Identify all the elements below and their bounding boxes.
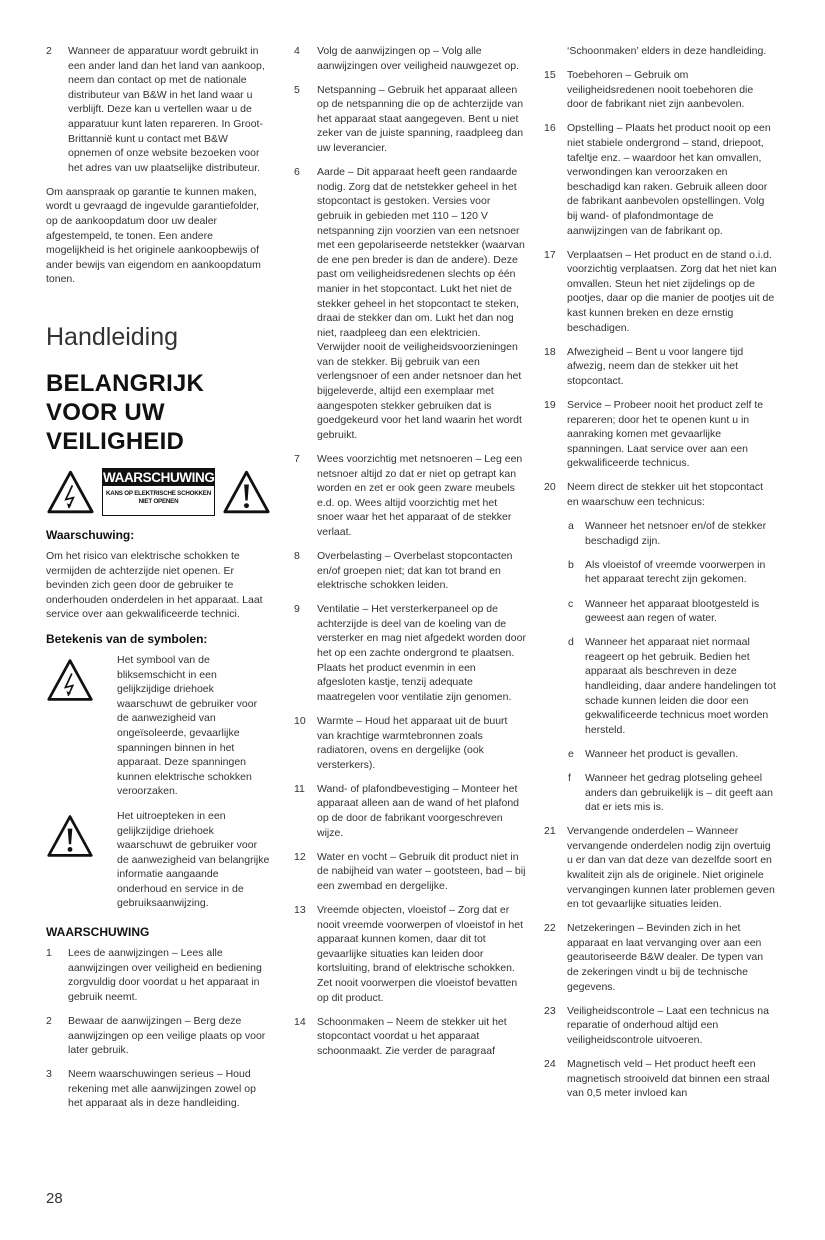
sub-item-letter: d: [568, 636, 574, 649]
item-number: 5: [294, 83, 300, 96]
list-item: [294, 83, 526, 156]
warning-label-line1: KANS OP ELEKTRISCHE SCHOKKEN: [106, 490, 211, 497]
sub-item-letter: f: [568, 771, 571, 784]
item-number: 2: [46, 1014, 52, 1027]
item-text: Verplaatsen – Het product en de stand o.i.d. voorzichtig verplaatsen. Zorg dat het niet kan omvallen. Steun het niet zijdelings op de pootjes, daar op die manier de pootjes uit de kast kunnen breken en deze ernstig beschadigen.: [567, 248, 777, 334]
lightning-triangle-icon: [46, 657, 94, 703]
item-text: Lees de aanwijzingen – Lees alle aanwijzingen over veiligheid en bediening zorgvuldig door voordat u het apparaat in gebruik neemt.: [68, 947, 262, 1003]
item-number: 24: [544, 1058, 556, 1071]
sub-item-text: Wanneer het gedrag plotseling geheel anders dan gebruikelijk is – dit geeft aan dat er iets mis is.: [585, 771, 773, 814]
sub-item-text: Wanneer het netsnoer en/of de stekker beschadigd zijn.: [585, 520, 767, 547]
sub-item-letter: a: [568, 520, 574, 533]
item-number: 11: [294, 782, 305, 795]
item-text: Schoonmaken – Neem de stekker uit het stopcontact voordat u het apparaat schoonmaakt. Zie verder de paragraaf: [317, 1015, 507, 1057]
list-item: [544, 68, 777, 112]
item-number: 8: [294, 550, 300, 562]
exclamation-triangle-icon: [46, 813, 94, 859]
list-item: [544, 121, 777, 238]
item-text: Netspanning – Gebruik het apparaat alleen op de netspanning die op de achterzijde van het apparaat staat aangegeven. Bent u niet zeker van de juiste spanning, raadpleeg dan uw leverancier.: [317, 83, 524, 155]
list-item: [294, 452, 526, 540]
list-item: [544, 398, 777, 471]
list-item: [544, 248, 777, 336]
list-item: [294, 602, 526, 704]
list-item: [294, 714, 526, 772]
item-number: 4: [294, 45, 300, 57]
list-item: [294, 903, 526, 1005]
sub-item-text: Wanneer het apparaat blootgesteld is geweest aan regen of water.: [585, 597, 760, 625]
item-number: 14: [294, 1015, 306, 1028]
item-text: Vreemde objecten, vloeistof – Zorg dat er nooit vreemde voorwerpen of vloeistof in het apparaat kunnen komen, daar dit tot gevaarlijke situaties kan leiden door kortsluiting, brand of elektrische schokken. Zet nooit voorwerpen die vloeistof bevatten op dit product.: [317, 903, 524, 1004]
waarschuwing-heading: WAARSCHUWING: [46, 925, 150, 940]
item-text: Netzekeringen – Bevinden zich in het apparaat en laat vervanging over aan een geautoriseerde B&W dealer. De typen van de zekeringen vindt u bij de technische gegevens.: [567, 922, 764, 993]
item-number: 18: [544, 345, 556, 358]
warning-label-line2: NIET OPENEN: [138, 498, 179, 505]
item-text: Aarde – Dit apparaat heeft geen randaarde nodig. Zorg dat de netstekker geheel in het stopcontact is gestoken. Versies voor gebruik in gebieden met 110 – 120 V netspanning zijn voorzien van een netsnoer met een gepolariseerde netstekker (waarvan de ene pen breder is dan de andere). Deze past om veiligheidsredenen slechts op één manier in het stopcontact. Lukt het niet de stekker geheel in het stopcontact te steken, draai de stekker dan om. Lukt het dan nog niet, raadpleeg dan een elektricien. Verwijder nooit de veiligheidsvoorzieningen van de stekker. Bij gebruik van een verlengsnoer of een ander netsnoer dan het bijgeleverde, altijd een exemplaar met aangespoten stekker gebruiken dat is goedgekeurd voor het land waarin het wordt gebruikt.: [317, 166, 525, 441]
item-text: Magnetisch veld – Het product heeft een magnetisch strooiveld dat binnen een straal van 0,5 meter invloed kan: [567, 1058, 770, 1100]
item-number: 20: [544, 481, 556, 494]
item-text: Water en vocht – Gebruik dit product niet in de nabijheid van water – gootsteen, bad – bij een zwembad en dergelijke.: [317, 850, 526, 892]
item-text: ‘Schoonmaken’ elders in deze handleiding.: [567, 45, 767, 57]
symbol-lightning: [46, 653, 271, 799]
list-item: [544, 824, 777, 912]
item-text: Opstelling – Plaats het product nooit op een niet stabiele ondergrond – stand, driepoot, tafeltje enz. – waardoor het kan omvallen, verwondingen kan veroorzaken en beschadigd kan raken. Gebruik alleen door de fabrikant aanbevolen opstellingen. Volg bij wand- of plafondmontage de aanwijzingen van de fabrikant op.: [567, 122, 771, 237]
item-text: Overbelasting – Overbelast stopcontacten en/of groepen niet; dat kan tot brand en elektrische schokken leiden.: [317, 550, 513, 592]
list-item: [294, 549, 526, 593]
list-item: [544, 1004, 777, 1048]
list-item: [544, 480, 777, 509]
list-item-continuation: [544, 44, 777, 59]
item-text: Warmte – Houd het apparaat uit de buurt van krachtige warmtebronnen zoals radiatoren, ovens en dergelijke (ook versterkers).: [317, 714, 508, 771]
item-text: Veiligheidscontrole – Laat een technicus na reparatie of onderhoud altijd een veiligheidscontrole uitvoeren.: [567, 1004, 769, 1046]
lightning-warning-icon: [46, 468, 95, 516]
warning-heading: Waarschuwing:: [46, 528, 135, 542]
item-text: Bewaar de aanwijzingen – Berg deze aanwijzingen op een veilige plaats op voor later gebruik.: [68, 1014, 266, 1057]
sub-item-text: Wanneer het product is gevallen.: [585, 747, 739, 760]
item-number: 10: [294, 714, 306, 727]
item-text: Wand- of plafondbevestiging – Monteer het apparaat alleen aan de wand of het plafond op de door de fabrikant voorgeschreven wijze.: [317, 782, 519, 839]
item-number: 17: [544, 248, 556, 261]
item-number: 23: [544, 1004, 556, 1017]
item-text: Wees voorzichtig met netsnoeren – Leg een netsnoer altijd zo dat er niet op getrapt kan worden en zet er ook geen zware meubels e.d. op. Wees altijd voorzichtig met het snoer waar het het apparaat of de stekker verlaat.: [317, 452, 523, 538]
list-item: [46, 1067, 271, 1111]
item-text: Neem waarschuwingen serieus – Houd rekening met alle aanwijzingen zowel op het apparaat als in deze handleiding.: [68, 1068, 256, 1110]
item-text: Volg de aanwijzingen op – Volg alle aanwijzingen over veiligheid nauwgezet op.: [317, 45, 519, 72]
item-number: 19: [544, 398, 556, 411]
item-number: 15: [544, 69, 556, 82]
list-item: [544, 1057, 777, 1101]
item-number: 1: [46, 947, 52, 960]
warning-label-subtext: [103, 486, 214, 515]
item-text: Ventilatie – Het versterkerpaneel op de achterzijde is deel van de koeling van de versterker en mag niet afgedekt worden door het op een zachte ondergrond te plaatsen. Plaats het product evenmin in een afgesloten kastje, tenzij adequate maatregelen voor ventilatie zijn genomen.: [317, 603, 526, 703]
column-1: [46, 44, 271, 1121]
item-number: 21: [544, 825, 556, 838]
item-text: Service – Probeer nooit het product zelf te repareren; door het te openen kunt u in aanraking komen met gevaarlijke spanningen. Laat service over aan een gekwalificeerde technicus.: [567, 398, 764, 470]
item-text: Vervangende onderdelen – Wanneer vervangende onderdelen nodig zijn overtuig u er dan van dat deze van dezelfde soort en kwaliteit zijn als de originele. Niet originele vervangingen kunnen later problemen geven en tot gevaarlijke situaties leiden.: [567, 825, 775, 911]
page-number: 28: [46, 1190, 63, 1207]
list-item: [544, 921, 777, 994]
item-text: Afwezigheid – Bent u voor langere tijd afwezig, neem dan de stekker uit het stopcontact.: [567, 345, 744, 387]
warning-label-title: WAARSCHUWING: [103, 470, 215, 485]
warning-label: [102, 468, 215, 516]
sub-list-item: [568, 635, 777, 737]
symbols-heading: Betekenis van de symbolen:: [46, 631, 208, 646]
item-number: 22: [544, 922, 556, 935]
item-number: 16: [544, 122, 556, 135]
list-item: [294, 1015, 526, 1059]
column-3: [544, 44, 777, 1110]
list-item: [294, 44, 526, 73]
symbol-exclamation-text: Het uitroepteken in een gelijkzijdige driehoek waarschuwt de gebruiker voor de aanwezigheid van belangrijke informatie aangaande onderhoud en service in de gebruiksaanwijzing.: [117, 809, 270, 910]
symbol-exclamation: [46, 809, 271, 911]
item-number: 13: [294, 903, 306, 916]
item-number: 7: [294, 452, 300, 465]
exclamation-warning-icon: [222, 468, 271, 516]
sub-list-item: [568, 519, 777, 548]
list-item: [46, 946, 271, 1004]
list-item: [544, 345, 777, 389]
safety-title: BELANGRIJK VOOR UW VEILIGHEID: [46, 370, 205, 455]
item-number: 6: [294, 166, 300, 179]
item-number: 12: [294, 850, 306, 863]
sub-list-item: [568, 558, 777, 587]
list-item: [46, 44, 271, 175]
item-number: 3: [46, 1068, 52, 1081]
sub-list-item: [568, 771, 777, 815]
list-item: [294, 850, 526, 894]
item-text: Neem direct de stekker uit het stopcontact en waarschuw een technicus:: [567, 481, 764, 509]
sub-item-letter: b: [568, 558, 574, 571]
list-item: [294, 782, 526, 840]
symbol-lightning-text: Het symbool van de bliksemschicht in een gelijkzijdige driehoek waarschuwt de gebruiker voor de aanwezigheid van ongeïsoleerde, gevaarlijke spanningen binnen in het apparaat. Deze spanningen kunnen elektrische schokken veroorzaken.: [117, 653, 258, 798]
section-title: Handleiding: [46, 323, 179, 351]
sub-item-letter: c: [568, 597, 574, 610]
list-item: [46, 1014, 271, 1058]
sub-item-letter: e: [568, 747, 574, 760]
sub-list-item: [568, 597, 777, 626]
item-text: Toebehoren – Gebruik om veiligheidsredenen nooit toebehoren die door de fabrikant niet zijn aanbevolen.: [567, 69, 754, 111]
item-text: Wanneer de apparatuur wordt gebruikt in een ander land dan het land van aankoop, neem dan contact op met de nationale distributeur van B&W in het land waar u verblijft. Deze kan u vertellen waar u de apparatuur kunt laten repareren. In Groot-Brittannië kunt u contact met B&W opnemen of onze website bezoeken voor het adres van uw plaatselijke distributeur.: [68, 45, 265, 174]
sub-item-text: Wanneer het apparaat niet normaal reageert op het gebruik. Bedien het apparaat als beschreven in deze handleiding, daar andere handelingen tot schade kunnen leiden die door een gekwalificeerde technicus moet worden hersteld.: [585, 636, 776, 736]
item-number: 2: [46, 45, 52, 57]
warning-graphic: [46, 466, 271, 518]
column-2: [294, 44, 526, 1068]
guarantee-paragraph: Om aanspraak op garantie te kunnen maken, wordt u gevraagd de ingevulde garantiefolder, op de aankoopdatum door uw dealer afgestempeld, te tonen. Een andere mogelijkheid is het originele aankoopbewijs of ander bewijs van eigendom en aankoopdatum tonen.: [46, 185, 261, 286]
sub-list-item: [568, 747, 777, 762]
sub-item-text: Als vloeistof of vreemde voorwerpen in het apparaat terecht zijn gekomen.: [585, 558, 766, 586]
item-number: 9: [294, 603, 300, 616]
warning-text: Om het risico van elektrische schokken te vermijden de achterzijde niet openen. Er bevinden zich geen door de gebruiker te onderhouden onderdelen in het apparaat. Laat service over aan gekwalificeerde technici.: [46, 550, 263, 621]
list-item: [294, 165, 526, 442]
